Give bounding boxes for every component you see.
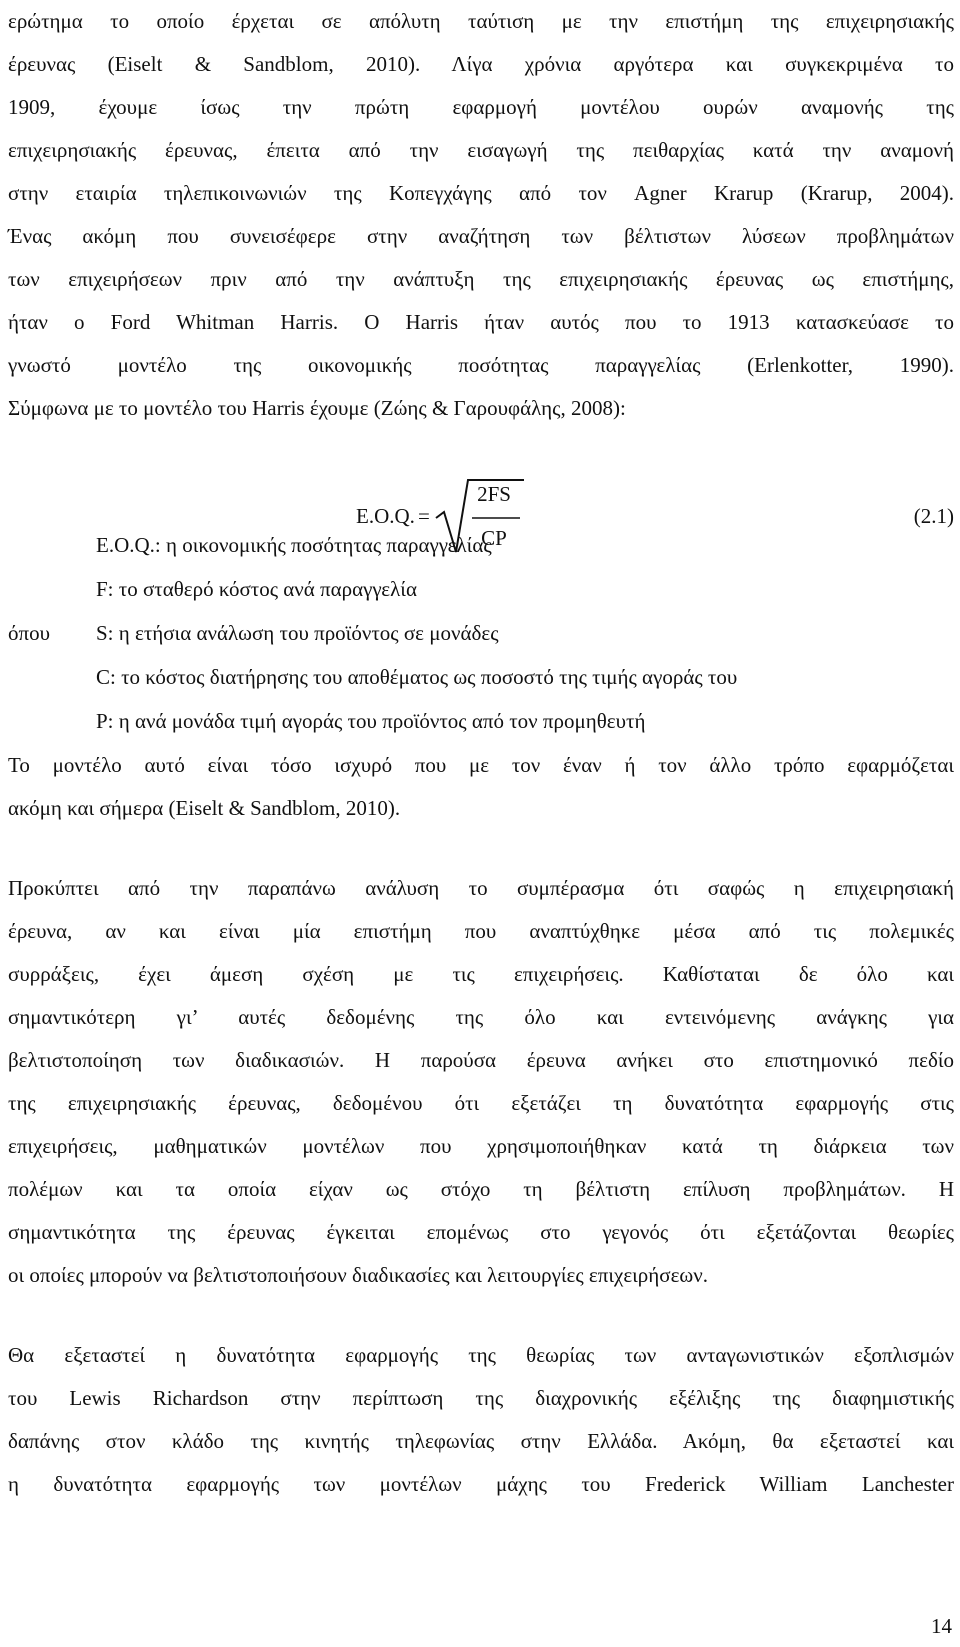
text-line: σημαντικότερη γι’ αυτές δεδομένης της όλο και εντεινόμενης ανάγκης για <box>8 1005 954 1029</box>
text-line: 1909, έχουμε ίσως την πρώτη εφαρμογή μοντέλου ουρών αναμονής της <box>8 95 954 119</box>
text-line: επιχειρησιακής έρευνας, έπειτα από την εισαγωγή της πειθαρχίας κατά την αναμονή <box>8 138 954 162</box>
text-line: ερώτημα το οποίο έρχεται σε απόλυτη ταύτιση με την επιστήμη της επιχειρησιακής <box>8 9 954 33</box>
text-line: των επιχειρήσεων πριν από την ανάπτυξη της επιχειρησιακής έρευνας ως επιστήμης, <box>8 267 954 291</box>
text-line: ήταν ο Ford Whitman Harris. Ο Harris ήταν αυτός που το 1913 κατασκεύασε το <box>8 310 954 334</box>
text-line: σημαντικότητα της έρευνας έγκειται επομένως στο γεγονός ότι εξετάζονται θεωρίες <box>8 1220 954 1244</box>
text-line: πολέμων και τα οποία είχαν ως στόχο τη βέλτιστη επίλυση προβλημάτων. Η <box>8 1177 954 1201</box>
text-line: Σύμφωνα με το μοντέλο του Harris έχουμε (Ζώης & Γαρουφάλης, 2008): <box>8 396 626 420</box>
text-line: η δυνατότητα εφαρμογής των μοντέλων μάχης του Frederick William Lanchester <box>8 1472 954 1496</box>
text-line: της επιχειρησιακής έρευνας, δεδομένου ότι εξετάζει τη δυνατότητα εφαρμογής στις <box>8 1091 954 1115</box>
text-line: δαπάνης στον κλάδο της κινητής τηλεφωνίας στην Ελλάδα. Ακόμη, θα εξεταστεί και <box>8 1429 954 1453</box>
text-line: Το μοντέλο αυτό είναι τόσο ισχυρό που με τον έναν ή τον άλλο τρόπο εφαρμόζεται <box>8 753 954 777</box>
text-line: έρευνας (Eiselt & Sandblom, 2010). Λίγα χρόνια αργότερα και συγκεκριμένα το <box>8 52 954 76</box>
equation-number: (2.1) <box>913 504 954 528</box>
formula-numerator: 2FS <box>477 482 511 506</box>
text-line: Θα εξεταστεί η δυνατότητα εφαρμογής της θεωρίας των ανταγωνιστικών εξοπλισμών <box>8 1343 954 1367</box>
definition-item: C: το κόστος διατήρησης του αποθέματος ως ποσοστό της τιμής αγοράς του <box>96 665 738 689</box>
formula-denominator: CP <box>481 526 507 550</box>
text-line: επιχειρήσεις, μαθηματικών μοντέλων που χρησιμοποιήθηκαν κατά τη διάρκεια των <box>8 1134 954 1158</box>
formula-lhs: E.O.Q. <box>356 504 415 528</box>
text-line: Ένας ακόμη που συνεισέφερε στην αναζήτηση των βέλτιστων λύσεων προβλημάτων <box>8 224 954 248</box>
definition-item: E.O.Q.: η οικονομικής ποσότητας παραγγελίας <box>96 533 492 557</box>
formula-equals: = <box>418 504 430 528</box>
where-label: όπου <box>8 621 50 645</box>
text-line: συρράξεις, έχει άμεση σχέση με τις επιχειρήσεις. Καθίσταται δε όλο και <box>8 962 954 986</box>
text-line: ακόμη και σήμερα (Eiselt & Sandblom, 2010). <box>8 796 401 820</box>
text-line: οι οποίες μπορούν να βελτιστοποιήσουν διαδικασίες και λειτουργίες επιχειρήσεων. <box>8 1263 708 1287</box>
text-line: Προκύπτει από την παραπάνω ανάλυση το συμπέρασμα ότι σαφώς η επιχειρησιακή <box>8 876 954 900</box>
definition-item: S: η ετήσια ανάλωση του προϊόντος σε μονάδες <box>96 621 499 645</box>
text-line: βελτιστοποίηση των διαδικασιών. Η παρούσα έρευνα ανήκει στο επιστημονικό πεδίο <box>8 1048 954 1072</box>
text-line: στην εταιρία τηλεπικοινωνιών της Κοπεγχάγης από τον Agner Krarup (Krarup, 2004). <box>8 181 954 205</box>
definition-item: P: η ανά μονάδα τιμή αγοράς του προϊόντος από τον προμηθευτή <box>96 709 646 733</box>
text-line: γνωστό μοντέλο της οικονομικής ποσότητας παραγγελίας (Erlenkotter, 1990). <box>8 353 954 377</box>
text-line: του Lewis Richardson στην περίπτωση της διαχρονικής εξέλιξης της διαφημιστικής <box>8 1386 954 1410</box>
text-line: έρευνα, αν και είναι μία επιστήμη που αναπτύχθηκε μέσα από τις πολεμικές <box>8 919 954 943</box>
page-number: 14 <box>931 1614 952 1638</box>
definition-item: F: το σταθερό κόστος ανά παραγγελία <box>96 577 417 601</box>
